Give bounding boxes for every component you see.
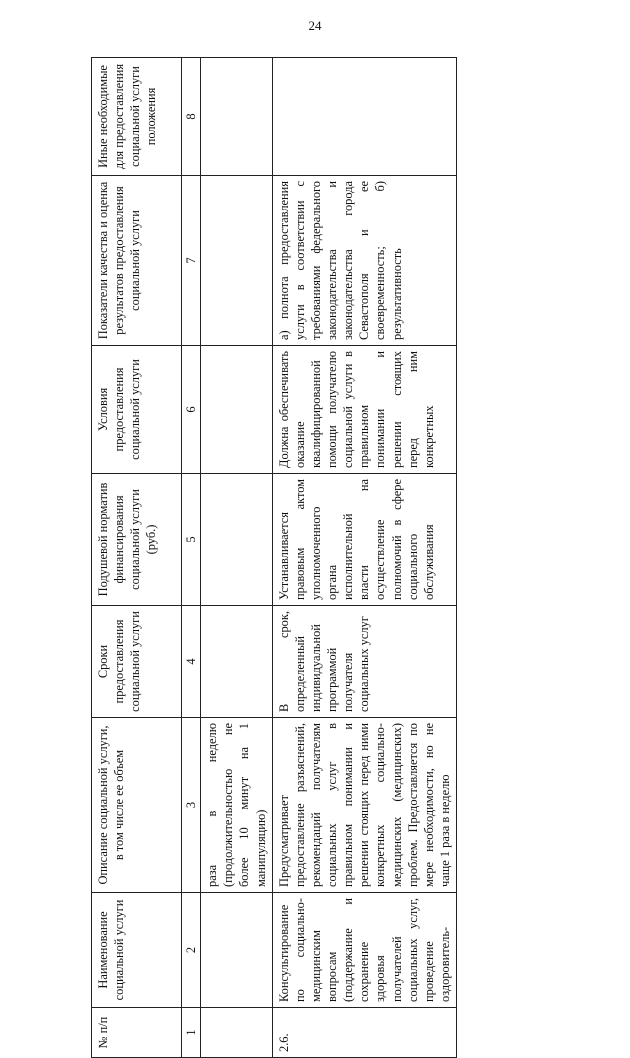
row-other <box>272 58 456 176</box>
column-number: 3 <box>182 718 201 893</box>
table-cell <box>201 606 273 718</box>
header-name: Наименование социальной услуги <box>92 893 182 1008</box>
continuation-description: раза в неделю (продолжительностью не более 10 минут на 1 манипуляцию) <box>201 718 273 893</box>
rotated-table-wrapper <box>91 58 451 1058</box>
header-quality: Показатели качества и оценка результатов предоставления социальной услуги <box>92 176 182 346</box>
column-numbers-row <box>182 58 201 1058</box>
header-number: № п/п <box>92 1008 182 1058</box>
column-number: 8 <box>182 58 201 176</box>
header-other: Иные необходимые для предоставления социальной услуги положения <box>92 58 182 176</box>
row-quality: а) полнота предоставления услуги в соответствии с требованиями федерального законодательства и законодательства города Севастополя и ее своевременность; б) результативность <box>272 176 456 346</box>
table-cell <box>201 346 273 474</box>
column-number: 2 <box>182 893 201 1008</box>
row-number: 2.6. <box>272 1008 456 1058</box>
table-cell <box>201 1008 273 1058</box>
header-description: Описание социальной услуги, в том числе ее объем <box>92 718 182 893</box>
row-service-name: Консультирование по социально-медицинским вопросам (поддержание и сохранение здоровья получателей социальных услуг, проведение оздоровитель- <box>272 893 456 1008</box>
column-number: 6 <box>182 346 201 474</box>
continuation-row <box>201 58 273 1058</box>
table-cell <box>201 58 273 176</box>
page-number: 24 <box>308 18 322 33</box>
table-cell <box>201 474 273 606</box>
header-norm: Подушевой норматив финансирования социальной услуги (руб.) <box>92 474 182 606</box>
column-number: 4 <box>182 606 201 718</box>
table-cell <box>201 893 273 1008</box>
column-number: 1 <box>182 1008 201 1058</box>
social-services-table <box>91 57 457 1058</box>
table-header-row <box>92 58 182 1058</box>
row-conditions: Должна обеспечивать оказание квалифицированной помощи получателю социальной услуги в правильном понимании и решении стоящих перед ним конкретных <box>272 346 456 474</box>
row-description: Предусматривает предоставление разъяснений, рекомендаций получателям социальных услуг в правильном понимании и решении стоящих перед ними конкретных социально-медицинских (медицинских) проблем. Предоставляется по мере необходимости, но не чаще 1 раза в неделю <box>272 718 456 893</box>
table-row <box>272 58 456 1058</box>
header-terms: Сроки предоставления социальной услуги <box>92 606 182 718</box>
table-cell <box>201 176 273 346</box>
column-number: 7 <box>182 176 201 346</box>
header-conditions: Условия предоставления социальной услуги <box>92 346 182 474</box>
row-terms: В срок, определенный индивидуальной программой получателя социальных услуг <box>272 606 456 718</box>
column-number: 5 <box>182 474 201 606</box>
row-norm: Устанавливается правовым актом уполномоченного органа исполнительной власти на осуществление полномочий в сфере социального обслуживания <box>272 474 456 606</box>
